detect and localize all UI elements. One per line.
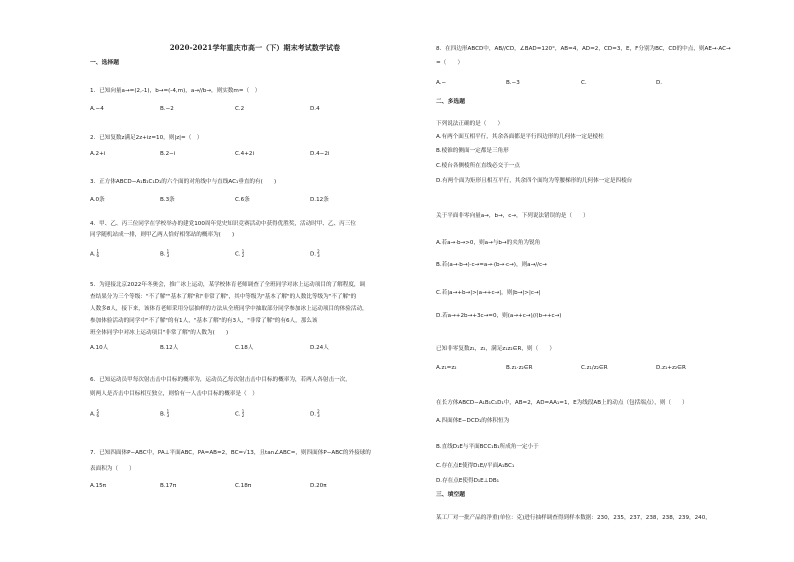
- option-d: D.4−2i: [310, 151, 330, 157]
- option-c: C.18人: [235, 345, 254, 351]
- question-6-line-2: 则两人是否击中目标相互独立，则恰有一人击中目标的概率是（ ）: [90, 391, 258, 397]
- question-9-option-b: B.棱锥的侧面一定都是三角形: [436, 148, 509, 154]
- option-d: D. 2 3: [310, 409, 320, 418]
- option-a: A.15π: [90, 483, 106, 489]
- option-a: A.z₁=z₂: [436, 365, 457, 371]
- question-12: 在长方体ABCD−A₁B₁C₁D₁中，AB=2，AD=AA₁=1，E为线段AB上的动点（包括端点），则（ ）: [436, 400, 688, 406]
- option-b: B.−3: [506, 80, 520, 86]
- page-title: 2020-2021学年重庆市高一（下）期末考试数学试卷: [169, 43, 341, 52]
- question-2-options: [90, 151, 420, 159]
- question-12-option-b: B.直线D₁E与平面BCC₁B₁所成角一定小于: [436, 444, 539, 450]
- option-d: D.20π: [310, 483, 327, 489]
- question-5-options: [90, 345, 420, 353]
- question-1: 1．已知向量a→=(2,-1)，b→=(-4,m)，a→//b→，则实数m=（ ）: [90, 88, 261, 94]
- fraction: 2 3: [317, 409, 320, 418]
- question-5-line-3: 人数多8人，接下来，该体育老师采用分层抽样的方法从全班同学中抽取部分同学参加冰上运动项目的体验活动，: [90, 306, 368, 312]
- question-4-line-2: 同学随机站成一排，则甲乙两人恰好相邻站的概率为( ): [90, 232, 235, 238]
- option-b: B.2−i: [160, 151, 176, 157]
- option-a: A. 5 6: [90, 409, 100, 418]
- fraction: 1 2: [241, 249, 245, 258]
- question-7-line-2: 表面积为（ ）: [90, 466, 135, 472]
- question-9: 下列说法正确的是（ ）: [436, 121, 504, 127]
- option-c: C. 1 2: [235, 409, 245, 418]
- question-4-options: [90, 250, 420, 258]
- question-9-option-c: C.棱台各侧棱所在直线必交于一点: [436, 163, 520, 169]
- option-d: D.: [656, 80, 663, 86]
- question-8-options: [436, 80, 766, 88]
- option-b: B.17π: [160, 483, 177, 489]
- section-heading-fill: 三、填空题: [436, 492, 465, 498]
- fraction: 1 3: [166, 249, 170, 258]
- option-a: A.−: [436, 80, 447, 86]
- question-10-option-c: C.若|a→+b→|>|a→+c→|，则|b→|>|c→|: [436, 290, 541, 296]
- option-a: A.10人: [90, 345, 109, 351]
- option-c: C.18π: [235, 483, 252, 489]
- question-10-option-d: D.若a→+2b→+3c→=0，则(a→+c→)//(b→+c→): [436, 313, 562, 319]
- question-7-options: [90, 483, 420, 491]
- option-c: C.: [581, 80, 587, 86]
- question-12-option-c: C.存在点E使得D₁E//平面A₁BC₁: [436, 463, 515, 469]
- fraction: 1 6: [96, 249, 100, 258]
- fraction: 5 6: [96, 409, 100, 418]
- question-9-option-a: A.有两个面互相平行，其余各面都是平行四边形的几何体一定是棱柱: [436, 134, 604, 140]
- section-heading-multi: 二、多选题: [436, 99, 465, 105]
- question-12-option-a: A.四面体E−DCD₁的体积恒为: [436, 418, 510, 424]
- option-a: A.2+i: [90, 151, 106, 157]
- question-1-options: [90, 106, 420, 114]
- question-12-option-d: D.存在点E使得D₁E⊥DB₁: [436, 478, 499, 484]
- question-4-line-1: 4．甲、乙、丙三位同学在学校举办的建党100周年党史知识竞赛活动中获得优胜奖，活动时甲、乙、丙三位: [90, 221, 356, 227]
- question-5-line-2: 查结果分为三个等级："不了解""基本了解"和"非常了解"，其中等级为"基本了解"的人数比等级为"不了解"的: [90, 294, 357, 300]
- option-c: C.z₁/z₂∈R: [581, 365, 608, 371]
- question-7-line-1: 7．已知四面体P−ABC中，PA⊥平面ABC，PA=AB=2，BC=√13，且tan∠ABC=，则四面体P−ABC的外接球的: [90, 450, 371, 456]
- option-a: A.0条: [90, 197, 105, 203]
- option-b: B.12人: [160, 345, 179, 351]
- question-5-line-4: 参加体验活动的同学中"不了解"的有1人，"基本了解"的有3人，"非常了解"的有6人，那么该: [90, 318, 318, 324]
- question-9-option-d: D.有两个面为矩形且相互平行，其余四个面均为等腰梯形的几何体一定是四棱台: [436, 178, 633, 184]
- question-8-line-1: 8．在四边形ABCD中，AB//CD，∠BAD=120°，AB=4，AD=2，CD=3，E，F分别为BC，CD的中点，则AE→·AC→: [436, 46, 731, 52]
- question-10: 关于平面非零向量a→，b→，c→，下列说法错误的是（ ）: [436, 213, 589, 219]
- option-a: A. 1 6: [90, 249, 100, 258]
- question-3: 3．正方体ABCD−A₁B₁C₁D₁的六个面的对角线中与直线AC₁垂直的有( ): [90, 179, 277, 185]
- option-c: C.6条: [235, 197, 250, 203]
- question-5-line-5: 班全体同学中对冰上运动项目"非常了解"的人数为( ): [90, 330, 229, 336]
- question-11-options: [436, 365, 766, 373]
- option-d: D. 2 3: [310, 249, 320, 258]
- question-10-option-b: B.若(a→·b→)·c→=a→·(b→·c→)，则a→//c→: [436, 262, 547, 268]
- question-2: 2．已知复数z满足2z+iz=10，则|z|=（ ）: [90, 135, 203, 141]
- option-d: D.24人: [310, 345, 329, 351]
- question-3-options: [90, 197, 420, 205]
- option-d: D.12条: [310, 197, 329, 203]
- section-heading-choice: 一、选择题: [90, 60, 119, 66]
- option-c: C.4+2i: [235, 151, 255, 157]
- question-11: 已知非零复数z₁，z₂，满足z₁z₂∈R，则（ ）: [436, 346, 555, 352]
- question-13: 某工厂对一批产品的净重(单位：克)进行抽样调查得到样本数据：230，235，237，238，238，239，240，: [436, 515, 711, 521]
- fraction: 1 3: [166, 409, 170, 418]
- question-5-line-1: 5．为迎接北京2022年冬奥会，推广冰上运动，某学校体育老师调查了全班同学对冰上运动项目的了解程度，调: [90, 282, 366, 288]
- option-d: D.z₁+z₂∈R: [656, 365, 686, 371]
- option-b: B. 1 3: [160, 249, 170, 258]
- option-b: B.−2: [160, 106, 174, 112]
- option-c: C. 1 2: [235, 249, 245, 258]
- option-c: C.2: [235, 106, 245, 112]
- option-b: B.3条: [160, 197, 175, 203]
- option-d: D.4: [310, 106, 320, 112]
- question-8-line-2: =（ ）: [436, 60, 464, 66]
- question-10-option-a: A.若a→·b→>0，则a→与b→的夹角为锐角: [436, 240, 541, 246]
- question-6-options: [90, 410, 420, 418]
- option-a: A.−4: [90, 106, 104, 112]
- fraction: 1 2: [241, 409, 245, 418]
- option-b: B.z₁·z₂∈R: [506, 365, 533, 371]
- fraction: 2 3: [317, 249, 320, 258]
- question-6-line-1: 6．已知运动员甲每次射击击中目标的概率为，运动员乙每次射击击中目标的概率为，若两人各射击一次，: [90, 377, 351, 383]
- option-b: B. 1 3: [160, 409, 170, 418]
